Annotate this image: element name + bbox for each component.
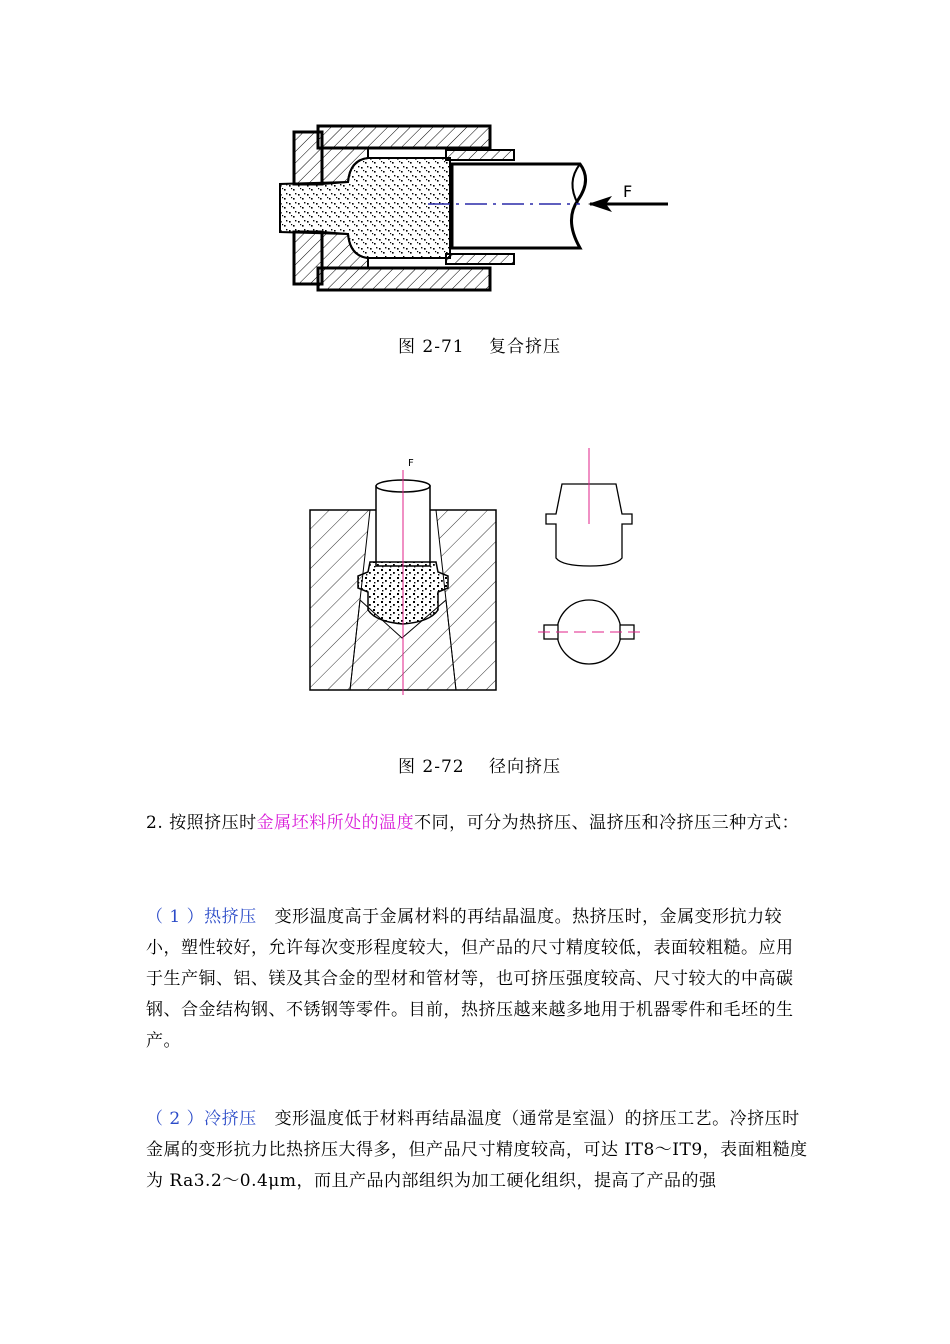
figure-caption-2-71: 图 2-71 复合挤压 [398,337,561,357]
force-label-2: F [408,458,414,469]
hot-extrusion-text: 变形温度高于金属材料的再结晶温度。热挤压时，金属变形抗力较小，塑性较好，允许每次变形程度较大，但产品的尺寸精度较低，表面较粗糙。应用于生产铜、铝、镁及其合金的型材和管材等，也可挤压强度较高、尺寸较大的中高碳钢、合金结构钢、不锈钢等零件。目前，热挤压越来越多地用于机器零件和毛坯的生产。 [146,907,794,1051]
p1-prefix: 2. 按照挤压时 [146,813,257,833]
figure-radial-extrusion [300,440,660,700]
p1-highlight: 金属坯料所处的温度 [256,813,415,833]
cold-extrusion-label: （ 2 ）冷挤压 [146,1109,257,1129]
paragraph-classification [146,808,810,839]
paragraph-hot-extrusion [146,902,810,1057]
figure-composite-extrusion [270,120,680,300]
cold-extrusion-text: 变形温度低于材料再结晶温度（通常是室温）的挤压工艺。冷挤压时金属的变形抗力比热挤压大得多，但产品尺寸精度较高，可达 IT8～IT9，表面粗糙度为 Ra3.2～0.4μm，而且产品内部组织为加工硬化组织，提高了产品的强 [146,1109,808,1191]
hot-extrusion-label: （ 1 ）热挤压 [146,907,257,927]
figure-caption-2-72: 图 2-72 径向挤压 [398,757,561,777]
paragraph-cold-extrusion [146,1104,810,1197]
p1-suffix: 不同，可分为热挤压、温挤压和冷挤压三种方式： [414,813,800,833]
force-label-1: F [623,182,633,201]
